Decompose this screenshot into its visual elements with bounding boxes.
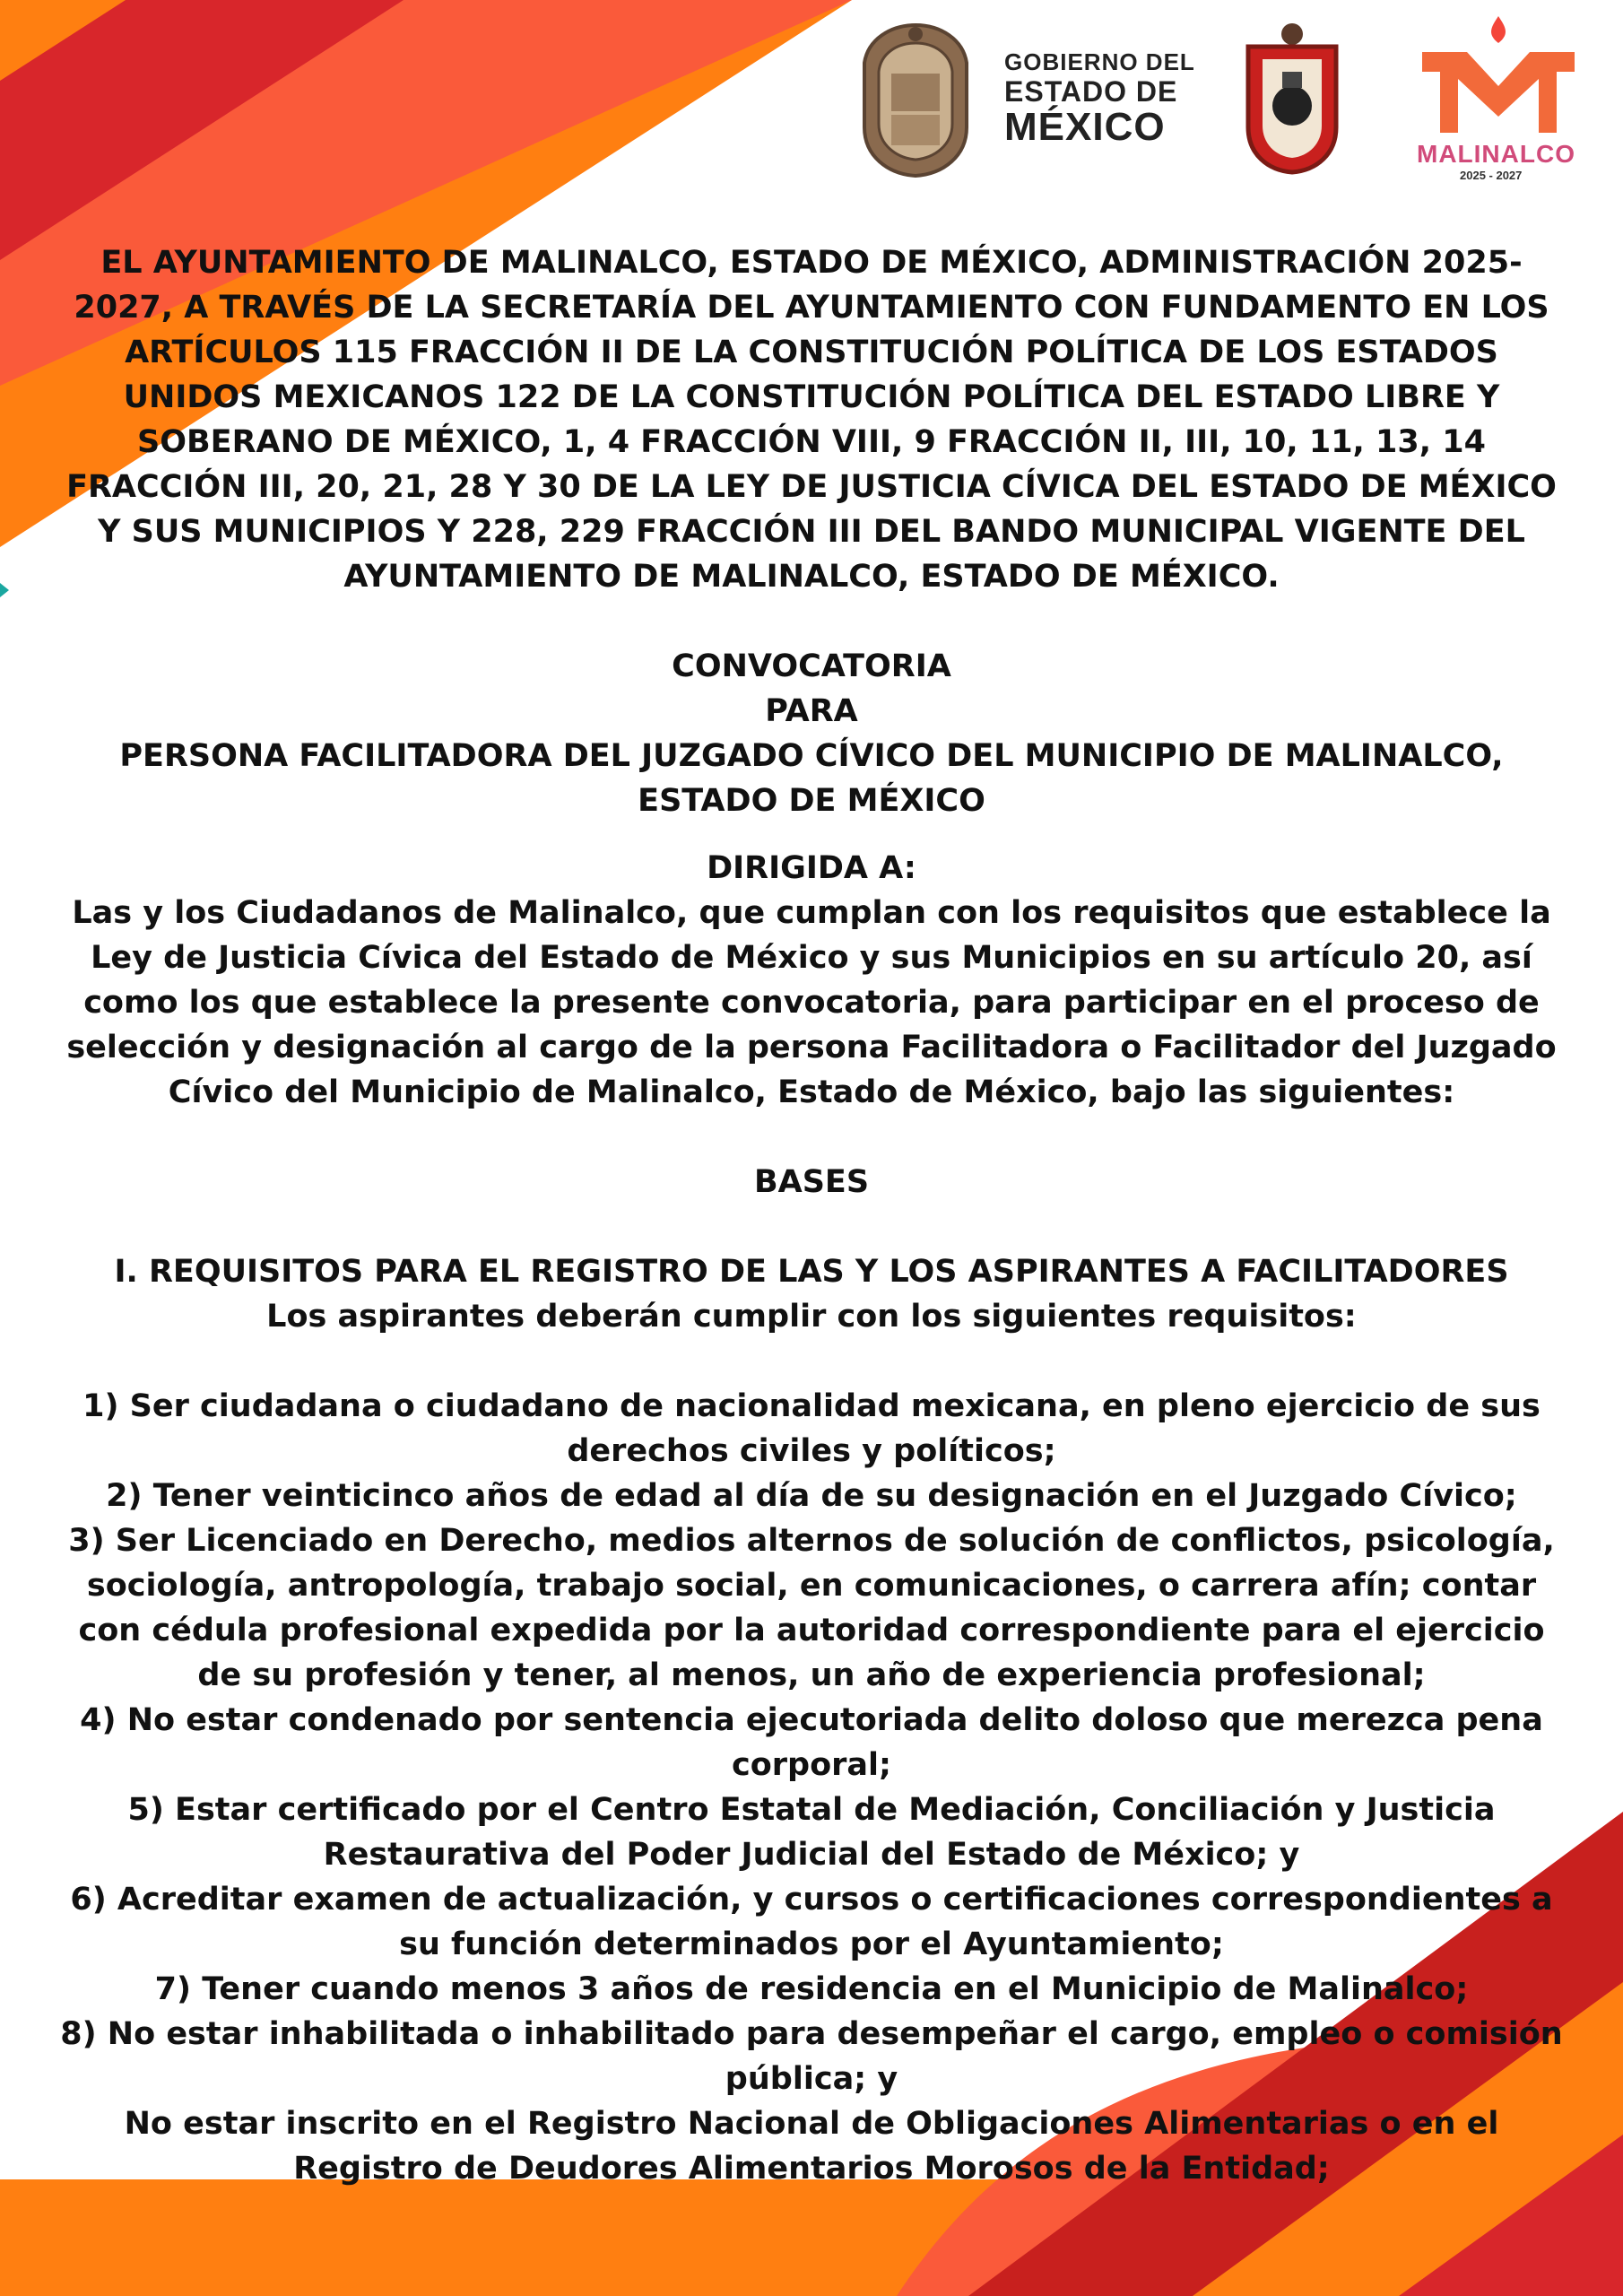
list-item: 1) Ser ciudadana o ciudadano de nacionalidad mexicana, en pleno ejercicio de sus derechos civiles y políticos; <box>82 1388 1541 1469</box>
spacer <box>54 1205 1569 1249</box>
section-1-subtitle: Los aspirantes deberán cumplir con los siguientes requisitos: <box>266 1299 1357 1335</box>
list-item: 6) Acreditar examen de actualización, y cursos o certificaciones correspondientes a su función determinados por el Ayuntamiento; <box>70 1882 1553 1962</box>
list-item: 7) Tener cuando menos 3 años de residencia en el Municipio de Malinalco; <box>154 1971 1469 2007</box>
dirigida-heading: DIRIGIDA A: <box>707 850 916 886</box>
convocatoria-para: PARA <box>765 693 858 729</box>
list-item: 8) No estar inhabilitada o inhabilitado para desempeñar el cargo, empleo o comisión pública; y <box>60 2016 1563 2097</box>
dirigida-text: Las y los Ciudadanos de Malinalco, que cumplan con los requisitos que establece la Ley de Justicia Cívica del Estado de México y sus Municipios en su artículo 20, así como los que establece la presente convocatoria, para participar en el proceso de selección y designación al cargo de la persona Facilitadora o Facilitador del Juzgado Cívico del Municipio de Malinalco, Estado de México, bajo las siguientes: <box>66 895 1557 1110</box>
list-item: 3) Ser Licenciado en Derecho, medios alternos de solución de conflictos, psicología, sociología, antropología, trabajo social, en comunicaciones, o carrera afín; contar con cédula profesional expedida por la autoridad correspondiente para el ejercicio de su profesión y tener, al menos, un año de experiencia profesional; <box>68 1523 1555 1693</box>
spacer <box>54 1339 1569 1384</box>
section-1-title: I. REQUISITOS PARA EL REGISTRO DE LAS Y LOS ASPIRANTES A FACILITADORES <box>114 1254 1509 1290</box>
spacer <box>54 599 1569 644</box>
intro-paragraph: EL AYUNTAMIENTO DE MALINALCO, ESTADO DE MÉXICO, ADMINISTRACIÓN 2025-2027, A TRAVÉS DE LA SECRETARÍA DEL AYUNTAMIENTO CON FUNDAMENTO EN LOS ARTÍCULOS 115 FRACCIÓN II DE LA CONSTITUCIÓN POLÍTICA DE LOS ESTADOS UNIDOS MEXICANOS 122 DE LA CONSTITUCIÓN POLÍTICA DEL ESTADO LIBRE Y SOBERANO DE MÉXICO, 1, 4 FRACCIÓN VIII, 9 FRACCIÓN II, III, 10, 11, 13, 14 FRACCIÓN III, 20, 21, 28 Y 30 DE LA LEY DE JUSTICIA CÍVICA DEL ESTADO DE MÉXICO Y SUS MUNICIPIOS Y 228, 229 FRACCIÓN III DEL BANDO MUNICIPAL VIGENTE DEL AYUNTAMIENTO DE MALINALCO, ESTADO DE MÉXICO. <box>66 245 1557 595</box>
convocatoria-subject: PERSONA FACILITADORA DEL JUZGADO CÍVICO DEL MUNICIPIO DE MALINALCO, ESTADO DE MÉXICO <box>119 738 1504 819</box>
requirements-list <box>54 1384 1569 2191</box>
teal-accent <box>0 583 9 597</box>
gov-line-1: GOBIERNO DEL <box>1004 48 1195 75</box>
list-item: 2) Tener veinticinco años de edad al día de su designación en el Juzgado Cívico; <box>106 1478 1517 1514</box>
gov-line-3: MÉXICO <box>1004 105 1166 149</box>
convocatoria-title: CONVOCATORIA <box>672 648 951 684</box>
gov-line-2: ESTADO DE <box>1004 75 1178 108</box>
malinalco-municipal-seal-icon <box>1230 20 1354 178</box>
list-item: 4) No estar condenado por sentencia ejecutoriada delito doloso que merezca pena corporal; <box>80 1702 1543 1783</box>
malinalco-administration-years: 2025 - 2027 <box>1460 169 1523 182</box>
bases-title: BASES <box>753 1164 870 1200</box>
announcement-content <box>54 240 1569 2191</box>
header-logos <box>843 16 1596 187</box>
list-item: 5) Estar certificado por el Centro Estatal de Mediación, Conciliación y Justicia Restaurativa del Poder Judicial del Estado de México; y <box>127 1792 1496 1873</box>
malinalco-logo-icon <box>1413 16 1584 142</box>
estado-de-mexico-seal-icon <box>855 22 976 179</box>
spacer <box>54 823 1569 846</box>
spacer <box>54 1115 1569 1160</box>
malinalco-wordmark: MALINALCO <box>1417 140 1575 168</box>
gobierno-estado-mexico-wordmark <box>1004 50 1195 147</box>
list-item: No estar inscrito en el Registro Nacional de Obligaciones Alimentarias o en el Registro de Deudores Alimentarios Morosos de la Entidad; <box>124 2106 1499 2187</box>
